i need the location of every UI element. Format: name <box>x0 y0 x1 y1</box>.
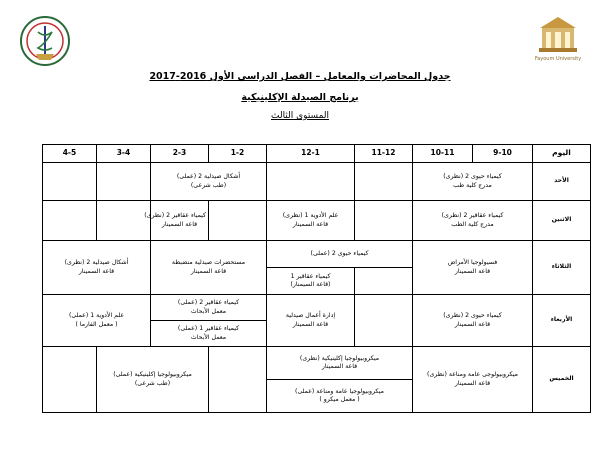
empty-cell <box>355 201 413 241</box>
location: قاعة السمينار <box>454 267 491 275</box>
thursday-clinical-micro-lecture <box>267 347 413 380</box>
course-name: كيمياء عقاقير 1 <box>290 272 331 280</box>
row-tuesday <box>43 241 591 268</box>
level-name: المستوى الثالث <box>270 111 330 121</box>
course-name: كيمياء عقاقير 2 (عملى) <box>177 299 240 307</box>
location: قاعة السمينار <box>292 220 329 228</box>
course-name: ميكروبيولوجى عامة ومناعة (نظرى) <box>427 371 518 379</box>
monday-pharmacology-lecture <box>267 201 355 241</box>
monday-pharmacognosy-lecture-2 <box>144 201 209 241</box>
empty-cell <box>97 163 151 201</box>
university-logo <box>534 14 582 66</box>
location: قاعة السمينار <box>454 379 491 387</box>
location: قاعة السمينار <box>161 220 198 228</box>
thursday-microbiology-lab <box>267 380 413 413</box>
wednesday-pharmacognosy-2-lab <box>151 295 267 321</box>
program-name: برنامج الصيدلة الإكلينيكية <box>241 92 359 103</box>
course-name: إدارة أعمال صيدلية <box>285 312 336 320</box>
column-header-day: اليوم <box>533 145 591 163</box>
column-header-3-4: 3-4 <box>97 145 151 163</box>
thursday-clinical-micro-lab <box>97 347 209 413</box>
tuesday-dosage-forms-lecture <box>43 241 151 295</box>
day-label-wednesday: الأربعاء <box>533 295 591 347</box>
empty-cell <box>267 163 355 201</box>
empty-cell <box>97 201 151 241</box>
course-name: فسيولوجيا الأمراض <box>447 259 498 267</box>
row-thursday <box>43 347 591 380</box>
course-name: كيمياء حيوى 2 (نظرى) <box>443 312 502 320</box>
course-name: كيمياء حيوى 2 (نظرى) <box>443 173 502 181</box>
row-monday <box>43 201 591 241</box>
row-wednesday <box>43 295 591 321</box>
location: قاعة السمينار <box>321 363 358 370</box>
wednesday-pharmacology-lab <box>43 295 151 347</box>
course-name: أشكال صيدلية 2 (نظرى) <box>64 259 129 267</box>
location: قاعة السمينار <box>78 267 115 275</box>
column-header-4-5: 4-5 <box>43 145 97 163</box>
course-name: علم الأدوية 1 (نظرى) <box>282 212 339 220</box>
tuesday-biochem-lab <box>267 241 413 268</box>
day-label-thursday: الخميس <box>533 347 591 413</box>
location: (قاعة السيمنار) <box>290 281 331 288</box>
location: معمل الأبحاث <box>190 333 227 341</box>
location: قاعة السمينار <box>454 320 491 328</box>
empty-cell <box>355 163 413 201</box>
sunday-biochem-lecture <box>413 163 533 201</box>
pharmacy-faculty-logo <box>18 14 72 68</box>
course-name: أشكال صيدلية 2 (عملى) <box>176 173 241 181</box>
column-header-2-3: 2-3 <box>151 145 209 163</box>
empty-cell <box>43 201 97 241</box>
course-name: مستحضرات صيدلية منضبطة <box>171 259 246 267</box>
empty-cell <box>43 347 97 413</box>
column-header-10-11: 10-11 <box>413 145 473 163</box>
row-sunday <box>43 163 591 201</box>
university-name: Fayoum University <box>534 56 582 62</box>
course-name: كيمياء عقاقير 2 (نظرى) <box>441 212 504 220</box>
column-header-11-12: 11-12 <box>355 145 413 163</box>
sunday-dosage-forms-lab <box>151 163 267 201</box>
location: مدرج كلية طب <box>453 181 492 189</box>
column-header-1-2: 1-2 <box>209 145 267 163</box>
wednesday-pharmacy-administration <box>267 295 355 347</box>
page-title: جدول المحاضرات والمعامل – الفصل الدراسي الأول 2016-2017 <box>149 71 451 82</box>
location: (طب شرعى) <box>134 379 171 387</box>
tuesday-pathophysiology <box>413 241 533 295</box>
thursday-microbiology-lecture <box>413 347 533 413</box>
empty-cell <box>209 347 267 413</box>
course-name: علم الأدوية 1 (عملى) <box>68 312 125 320</box>
empty-cell <box>209 201 267 241</box>
day-label-sunday: الأحد <box>533 163 591 201</box>
header-row <box>43 145 591 163</box>
course-name: كيمياء حيوى 2 (عملى) <box>310 249 369 257</box>
course-name: ميكروبيولوجيا إكلينيكية (عملى) <box>113 371 192 379</box>
course-name: ميكروبيولوجيا عامة ومناعة (عملى) <box>295 387 384 395</box>
empty-cell <box>355 295 413 347</box>
schedule-table <box>42 144 591 413</box>
location: قاعة السمينار <box>292 320 329 328</box>
location: معمل الأبحاث <box>190 307 227 315</box>
document-header <box>0 70 600 129</box>
empty-cell <box>43 163 97 201</box>
day-label-tuesday: الثلاثاء <box>533 241 591 295</box>
location: ( معمل الفارما ) <box>75 320 118 328</box>
location: مدرج كلية الطب <box>451 220 494 228</box>
wednesday-biochem-lecture <box>413 295 533 347</box>
column-header-9-10: 9-10 <box>473 145 533 163</box>
course-name: كيمياء عقاقير 1 (عملى) <box>177 325 240 333</box>
location: ( معمل ميكرو ) <box>319 396 360 403</box>
day-label-monday: الاثنين <box>533 201 591 241</box>
course-name: ميكروبيولوجيا إكلينيكية (نظرى) <box>299 354 380 362</box>
location: قاعة السمينار <box>190 267 227 275</box>
column-header-12-1: 12-1 <box>267 145 355 163</box>
empty-cell <box>355 268 413 295</box>
tuesday-controlled-preparations <box>151 241 267 295</box>
tuesday-pharmacognosy-1 <box>267 268 355 295</box>
location: (طب شرعى) <box>190 181 227 189</box>
course-name: كيمياء عقاقير 2 (نظرى) <box>144 212 206 220</box>
monday-pharmacognosy-lecture-1 <box>413 201 533 241</box>
wednesday-pharmacognosy-1-lab <box>151 321 267 347</box>
